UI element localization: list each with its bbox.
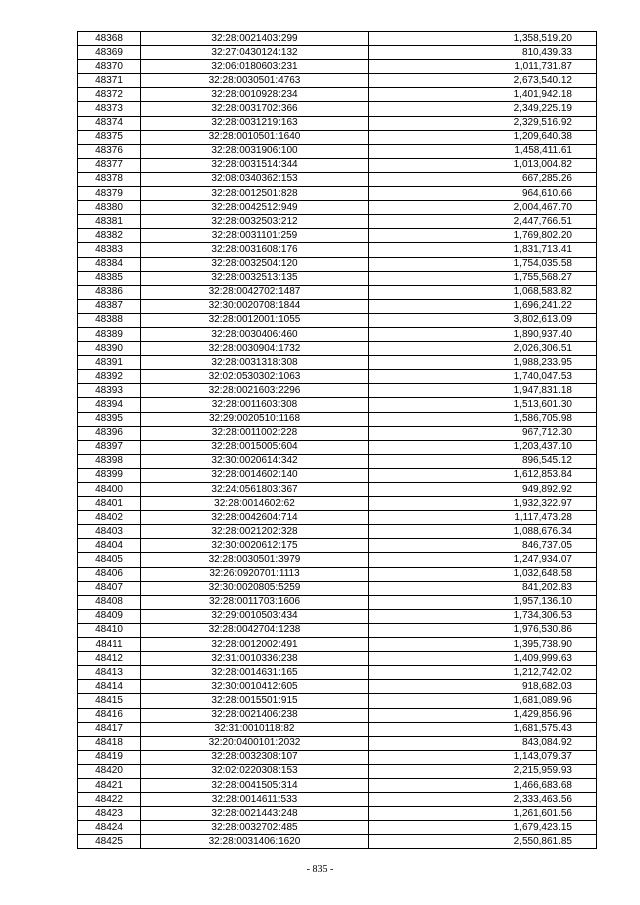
amount-cell: 1,466,683.68 bbox=[369, 778, 597, 792]
amount-cell: 1,117,473.28 bbox=[369, 511, 597, 525]
amount-cell: 1,203,437.10 bbox=[369, 440, 597, 454]
table-row bbox=[78, 483, 597, 497]
amount-cell: 1,032,648.58 bbox=[369, 567, 597, 581]
table-row bbox=[78, 722, 597, 736]
row-number-cell: 48401 bbox=[78, 497, 141, 511]
amount-cell: 2,349,225.19 bbox=[369, 102, 597, 116]
amount-cell: 667,285.26 bbox=[369, 172, 597, 186]
amount-cell: 1,769,802.20 bbox=[369, 229, 597, 243]
cadastral-number-cell: 32:28:0014611:533 bbox=[141, 793, 369, 807]
row-number-cell: 48416 bbox=[78, 708, 141, 722]
amount-cell: 1,755,568.27 bbox=[369, 271, 597, 285]
table-row bbox=[78, 694, 597, 708]
table-row bbox=[78, 821, 597, 835]
cadastral-number-cell: 32:28:0032503:212 bbox=[141, 215, 369, 229]
cadastral-number-cell: 32:28:0030501:4763 bbox=[141, 74, 369, 88]
table-row bbox=[78, 102, 597, 116]
cadastral-number-cell: 32:28:0021403:299 bbox=[141, 32, 369, 46]
amount-cell: 1,932,322.97 bbox=[369, 497, 597, 511]
cadastral-number-cell: 32:30:0020614:342 bbox=[141, 454, 369, 468]
row-number-cell: 48404 bbox=[78, 539, 141, 553]
amount-cell: 2,215,959.93 bbox=[369, 764, 597, 778]
amount-cell: 1,358,519.20 bbox=[369, 32, 597, 46]
table-row bbox=[78, 454, 597, 468]
cadastral-number-cell: 32:29:0010503:434 bbox=[141, 609, 369, 623]
table-row bbox=[78, 807, 597, 821]
table-row bbox=[78, 652, 597, 666]
cadastral-number-cell: 32:28:0010501:1640 bbox=[141, 130, 369, 144]
row-number-cell: 48410 bbox=[78, 623, 141, 637]
row-number-cell: 48384 bbox=[78, 257, 141, 271]
table-row bbox=[78, 440, 597, 454]
table-row bbox=[78, 497, 597, 511]
cadastral-number-cell: 32:28:0031702:366 bbox=[141, 102, 369, 116]
amount-cell: 841,202.83 bbox=[369, 581, 597, 595]
cadastral-number-cell: 32:28:0032504:120 bbox=[141, 257, 369, 271]
cadastral-number-cell: 32:28:0010928:234 bbox=[141, 88, 369, 102]
row-number-cell: 48424 bbox=[78, 821, 141, 835]
amount-cell: 1,754,035.58 bbox=[369, 257, 597, 271]
amount-cell: 1,013,004.82 bbox=[369, 158, 597, 172]
row-number-cell: 48419 bbox=[78, 750, 141, 764]
table-row bbox=[78, 285, 597, 299]
cadastral-number-cell: 32:31:0010336:238 bbox=[141, 652, 369, 666]
table-row bbox=[78, 764, 597, 778]
row-number-cell: 48396 bbox=[78, 426, 141, 440]
cadastral-number-cell: 32:28:0032308:107 bbox=[141, 750, 369, 764]
cadastral-number-cell: 32:28:0041505:314 bbox=[141, 778, 369, 792]
row-number-cell: 48380 bbox=[78, 201, 141, 215]
cadastral-number-cell: 32:28:0032702:485 bbox=[141, 821, 369, 835]
row-number-cell: 48368 bbox=[78, 32, 141, 46]
cadastral-number-cell: 32:28:0042704:1238 bbox=[141, 623, 369, 637]
amount-cell: 2,004,467.70 bbox=[369, 201, 597, 215]
table-row bbox=[78, 370, 597, 384]
row-number-cell: 48387 bbox=[78, 299, 141, 313]
row-number-cell: 48406 bbox=[78, 567, 141, 581]
row-number-cell: 48407 bbox=[78, 581, 141, 595]
cadastral-number-cell: 32:28:0031514:344 bbox=[141, 158, 369, 172]
table-row bbox=[78, 32, 597, 46]
cadastral-number-cell: 32:28:0042604:714 bbox=[141, 511, 369, 525]
amount-cell: 1,734,306.53 bbox=[369, 609, 597, 623]
cadastral-number-cell: 32:28:0031318:308 bbox=[141, 356, 369, 370]
row-number-cell: 48414 bbox=[78, 680, 141, 694]
row-number-cell: 48379 bbox=[78, 187, 141, 201]
cadastral-number-cell: 32:29:0020510:1168 bbox=[141, 412, 369, 426]
amount-cell: 1,586,705.98 bbox=[369, 412, 597, 426]
table-body bbox=[78, 32, 597, 849]
table-row bbox=[78, 187, 597, 201]
row-number-cell: 48395 bbox=[78, 412, 141, 426]
amount-cell: 1,458,411.61 bbox=[369, 144, 597, 158]
table-row bbox=[78, 215, 597, 229]
table-row bbox=[78, 342, 597, 356]
table-row bbox=[78, 623, 597, 637]
row-number-cell: 48417 bbox=[78, 722, 141, 736]
cadastral-number-cell: 32:28:0031101:259 bbox=[141, 229, 369, 243]
amount-cell: 896,545.12 bbox=[369, 454, 597, 468]
amount-cell: 1,429,856.96 bbox=[369, 708, 597, 722]
cadastral-number-cell: 32:28:0012501:828 bbox=[141, 187, 369, 201]
row-number-cell: 48423 bbox=[78, 807, 141, 821]
table-row bbox=[78, 257, 597, 271]
amount-cell: 2,329,516.92 bbox=[369, 116, 597, 130]
cadastral-number-cell: 32:28:0011002:228 bbox=[141, 426, 369, 440]
cadastral-number-cell: 32:28:0030406:460 bbox=[141, 327, 369, 341]
table-row bbox=[78, 74, 597, 88]
amount-cell: 918,682.03 bbox=[369, 680, 597, 694]
cadastral-number-cell: 32:30:0020708:1844 bbox=[141, 299, 369, 313]
cadastral-number-cell: 32:28:0031608:176 bbox=[141, 243, 369, 257]
row-number-cell: 48393 bbox=[78, 384, 141, 398]
amount-cell: 1,612,853.84 bbox=[369, 468, 597, 482]
amount-cell: 1,890,937.40 bbox=[369, 327, 597, 341]
amount-cell: 3,802,613.09 bbox=[369, 313, 597, 327]
table-row bbox=[78, 398, 597, 412]
table-row bbox=[78, 426, 597, 440]
row-number-cell: 48403 bbox=[78, 525, 141, 539]
cadastral-number-cell: 32:28:0030904:1732 bbox=[141, 342, 369, 356]
amount-cell: 1,988,233.95 bbox=[369, 356, 597, 370]
row-number-cell: 48402 bbox=[78, 511, 141, 525]
cadastral-number-cell: 32:28:0014631:165 bbox=[141, 666, 369, 680]
row-number-cell: 48405 bbox=[78, 553, 141, 567]
cadastral-number-cell: 32:27:0430124:132 bbox=[141, 46, 369, 60]
cadastral-number-cell: 32:31:0010118:82 bbox=[141, 722, 369, 736]
table-row bbox=[78, 680, 597, 694]
cadastral-number-cell: 32:28:0021202:328 bbox=[141, 525, 369, 539]
amount-cell: 1,143,079.37 bbox=[369, 750, 597, 764]
amount-cell: 1,831,713.41 bbox=[369, 243, 597, 257]
table-row bbox=[78, 60, 597, 74]
cadastral-number-cell: 32:28:0021603:2296 bbox=[141, 384, 369, 398]
amount-cell: 967,712.30 bbox=[369, 426, 597, 440]
cadastral-number-cell: 32:28:0030501:3979 bbox=[141, 553, 369, 567]
table-row bbox=[78, 595, 597, 609]
amount-cell: 2,026,306.51 bbox=[369, 342, 597, 356]
row-number-cell: 48376 bbox=[78, 144, 141, 158]
amount-cell: 2,333,463.56 bbox=[369, 793, 597, 807]
amount-cell: 1,409,999.63 bbox=[369, 652, 597, 666]
cadastral-number-cell: 32:26:0920701:1113 bbox=[141, 567, 369, 581]
amount-cell: 1,681,575.43 bbox=[369, 722, 597, 736]
cadastral-number-cell: 32:02:0530302:1063 bbox=[141, 370, 369, 384]
table-row bbox=[78, 835, 597, 849]
table-row bbox=[78, 299, 597, 313]
amount-cell: 949,892.92 bbox=[369, 483, 597, 497]
table-row bbox=[78, 144, 597, 158]
row-number-cell: 48383 bbox=[78, 243, 141, 257]
cadastral-number-cell: 32:30:0020612:175 bbox=[141, 539, 369, 553]
table-row bbox=[78, 271, 597, 285]
amount-cell: 1,513,601.30 bbox=[369, 398, 597, 412]
amount-cell: 1,740,047.53 bbox=[369, 370, 597, 384]
cadastral-number-cell: 32:28:0042702:1487 bbox=[141, 285, 369, 299]
row-number-cell: 48371 bbox=[78, 74, 141, 88]
cadastral-number-cell: 32:20:0400101:2032 bbox=[141, 736, 369, 750]
table-row bbox=[78, 666, 597, 680]
row-number-cell: 48413 bbox=[78, 666, 141, 680]
table-row bbox=[78, 46, 597, 60]
row-number-cell: 48369 bbox=[78, 46, 141, 60]
cadastral-number-cell: 32:02:0220308:153 bbox=[141, 764, 369, 778]
table-row bbox=[78, 793, 597, 807]
table-row bbox=[78, 468, 597, 482]
cadastral-number-cell: 32:28:0014602:140 bbox=[141, 468, 369, 482]
cadastral-number-cell: 32:28:0031906:100 bbox=[141, 144, 369, 158]
table-row bbox=[78, 130, 597, 144]
row-number-cell: 48422 bbox=[78, 793, 141, 807]
amount-cell: 1,261,601.56 bbox=[369, 807, 597, 821]
row-number-cell: 48385 bbox=[78, 271, 141, 285]
table-row bbox=[78, 609, 597, 623]
row-number-cell: 48394 bbox=[78, 398, 141, 412]
amount-cell: 1,011,731.87 bbox=[369, 60, 597, 74]
row-number-cell: 48400 bbox=[78, 483, 141, 497]
table-row bbox=[78, 313, 597, 327]
row-number-cell: 48386 bbox=[78, 285, 141, 299]
row-number-cell: 48392 bbox=[78, 370, 141, 384]
table-row bbox=[78, 750, 597, 764]
table-row bbox=[78, 172, 597, 186]
row-number-cell: 48397 bbox=[78, 440, 141, 454]
amount-cell: 1,976,530.86 bbox=[369, 623, 597, 637]
row-number-cell: 48408 bbox=[78, 595, 141, 609]
table-row bbox=[78, 356, 597, 370]
amount-cell: 1,068,583.82 bbox=[369, 285, 597, 299]
row-number-cell: 48388 bbox=[78, 313, 141, 327]
cadastral-number-cell: 32:30:0010412:605 bbox=[141, 680, 369, 694]
cadastral-number-cell: 32:28:0031219:163 bbox=[141, 116, 369, 130]
data-table bbox=[77, 31, 597, 849]
row-number-cell: 48420 bbox=[78, 764, 141, 778]
table-row bbox=[78, 778, 597, 792]
amount-cell: 1,681,089.96 bbox=[369, 694, 597, 708]
table-row bbox=[78, 158, 597, 172]
table-row bbox=[78, 384, 597, 398]
row-number-cell: 48372 bbox=[78, 88, 141, 102]
table-row bbox=[78, 116, 597, 130]
row-number-cell: 48415 bbox=[78, 694, 141, 708]
table-row bbox=[78, 243, 597, 257]
amount-cell: 1,247,934.07 bbox=[369, 553, 597, 567]
table-row bbox=[78, 511, 597, 525]
amount-cell: 2,673,540.12 bbox=[369, 74, 597, 88]
cadastral-number-cell: 32:28:0015501:915 bbox=[141, 694, 369, 708]
amount-cell: 2,447,766.51 bbox=[369, 215, 597, 229]
amount-cell: 810,439.33 bbox=[369, 46, 597, 60]
cadastral-number-cell: 32:28:0012001:1055 bbox=[141, 313, 369, 327]
table-row bbox=[78, 201, 597, 215]
amount-cell: 843,084.92 bbox=[369, 736, 597, 750]
row-number-cell: 48425 bbox=[78, 835, 141, 849]
row-number-cell: 48421 bbox=[78, 778, 141, 792]
cadastral-number-cell: 32:28:0031406:1620 bbox=[141, 835, 369, 849]
row-number-cell: 48370 bbox=[78, 60, 141, 74]
amount-cell: 1,947,831.18 bbox=[369, 384, 597, 398]
row-number-cell: 48377 bbox=[78, 158, 141, 172]
row-number-cell: 48374 bbox=[78, 116, 141, 130]
row-number-cell: 48373 bbox=[78, 102, 141, 116]
table-row bbox=[78, 229, 597, 243]
cadastral-number-cell: 32:28:0021443:248 bbox=[141, 807, 369, 821]
cadastral-number-cell: 32:28:0021406:238 bbox=[141, 708, 369, 722]
cadastral-number-cell: 32:08:0340362:153 bbox=[141, 172, 369, 186]
amount-cell: 1,395,738.90 bbox=[369, 638, 597, 652]
table-row bbox=[78, 539, 597, 553]
cadastral-number-cell: 32:30:0020805:5259 bbox=[141, 581, 369, 595]
row-number-cell: 48412 bbox=[78, 652, 141, 666]
table-row bbox=[78, 638, 597, 652]
table-row bbox=[78, 553, 597, 567]
table-row bbox=[78, 412, 597, 426]
amount-cell: 1,209,640.38 bbox=[369, 130, 597, 144]
row-number-cell: 48381 bbox=[78, 215, 141, 229]
amount-cell: 1,679,423.15 bbox=[369, 821, 597, 835]
row-number-cell: 48398 bbox=[78, 454, 141, 468]
row-number-cell: 48411 bbox=[78, 638, 141, 652]
row-number-cell: 48409 bbox=[78, 609, 141, 623]
amount-cell: 1,212,742.02 bbox=[369, 666, 597, 680]
table-row bbox=[78, 88, 597, 102]
page-number: - 835 - bbox=[306, 864, 334, 875]
table-row bbox=[78, 708, 597, 722]
row-number-cell: 48382 bbox=[78, 229, 141, 243]
row-number-cell: 48391 bbox=[78, 356, 141, 370]
amount-cell: 964,610.66 bbox=[369, 187, 597, 201]
cadastral-number-cell: 32:28:0011603:308 bbox=[141, 398, 369, 412]
cadastral-number-cell: 32:28:0032513:135 bbox=[141, 271, 369, 285]
cadastral-number-cell: 32:28:0011703:1606 bbox=[141, 595, 369, 609]
cadastral-number-cell: 32:06:0180603:231 bbox=[141, 60, 369, 74]
amount-cell: 2,550,861.85 bbox=[369, 835, 597, 849]
amount-cell: 1,957,136.10 bbox=[369, 595, 597, 609]
row-number-cell: 48378 bbox=[78, 172, 141, 186]
row-number-cell: 48389 bbox=[78, 327, 141, 341]
row-number-cell: 48375 bbox=[78, 130, 141, 144]
amount-cell: 1,696,241.22 bbox=[369, 299, 597, 313]
row-number-cell: 48418 bbox=[78, 736, 141, 750]
table-row bbox=[78, 736, 597, 750]
cadastral-number-cell: 32:28:0014602:62 bbox=[141, 497, 369, 511]
cadastral-number-cell: 32:28:0015005:604 bbox=[141, 440, 369, 454]
cadastral-number-cell: 32:24:0561803:367 bbox=[141, 483, 369, 497]
table-row bbox=[78, 567, 597, 581]
table-row bbox=[78, 581, 597, 595]
amount-cell: 1,401,942.18 bbox=[369, 88, 597, 102]
amount-cell: 1,088,676.34 bbox=[369, 525, 597, 539]
table-row bbox=[78, 327, 597, 341]
table-row bbox=[78, 525, 597, 539]
row-number-cell: 48399 bbox=[78, 468, 141, 482]
amount-cell: 846,737.05 bbox=[369, 539, 597, 553]
cadastral-number-cell: 32:28:0012002:491 bbox=[141, 638, 369, 652]
cadastral-number-cell: 32:28:0042512:949 bbox=[141, 201, 369, 215]
row-number-cell: 48390 bbox=[78, 342, 141, 356]
